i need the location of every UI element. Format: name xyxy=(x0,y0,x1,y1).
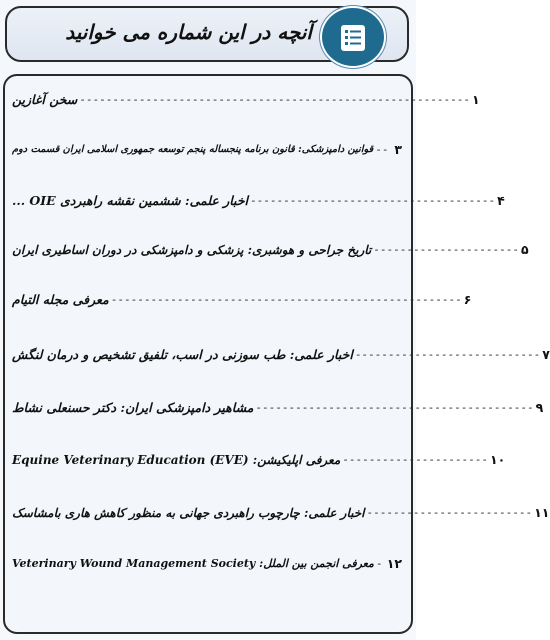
toc-page-number: ۶ xyxy=(463,292,472,307)
toc-leader-dashes: ------------------------------------- xyxy=(250,194,496,207)
toc-entry-title: سخن آغازین xyxy=(12,92,78,107)
toc-entry-opening-note[interactable] xyxy=(12,92,480,107)
header-icon-badge xyxy=(322,8,384,66)
toc-page-number: ۱۰ xyxy=(489,452,506,467)
toc-entry-rabies-framework[interactable] xyxy=(12,505,550,520)
toc-entry-title: تاریخ جراحی و هوشبری: پزشکی و دامپزشکی در دوران اساطیری ایران xyxy=(12,242,372,257)
toc-leader-dashes: ------------------------------------------ xyxy=(255,401,534,414)
toc-leader-dashes: ----------------------------------------------------- xyxy=(110,293,462,306)
toc-leader-dashes: ---------------------- xyxy=(342,453,488,466)
toc-leader-dashes: - xyxy=(375,557,383,570)
toc-entry-title: قوانین دامپزشکی: قانون برنامه پنجساله پنجم توسعه جمهوری اسلامی ایران قسمت دوم xyxy=(12,144,374,155)
toc-entry-title: اخبار علمی: طب سوزنی در اسب، تلفیق تشخیص و درمان لنگش xyxy=(12,347,353,362)
toc-entry-title: معرفی اپلیکیشن: Equine Veterinary Education (EVE) xyxy=(12,452,341,467)
toc-page-number: ۳ xyxy=(394,142,402,157)
toc-leader-dashes: ---------------------------- xyxy=(354,348,541,361)
toc-page-number: ۴ xyxy=(497,193,505,208)
toc-entry-title: مشاهیر دامپزشکی ایران: دکتر حسنعلی نشاط xyxy=(12,400,254,415)
page-title: آنچه در این شماره می خوانید xyxy=(65,20,312,44)
toc-page-number: ۹ xyxy=(535,400,544,415)
toc-entry-veterinary-law[interactable] xyxy=(12,142,402,157)
toc-entry-journal-intro[interactable] xyxy=(12,292,472,307)
toc-leader-dashes: -- xyxy=(375,143,389,156)
toc-page-number: ۱۱ xyxy=(534,505,550,520)
toc-entry-title: معرفی مجله التیام xyxy=(12,292,109,307)
toc-page-number: ۱۲ xyxy=(386,556,402,571)
toc-leader-dashes: ------------------------- xyxy=(366,506,533,519)
toc-entry-oie-roadmap[interactable] xyxy=(12,193,505,208)
toc-entry-acupuncture[interactable] xyxy=(12,347,550,362)
toc-entry-title: اخبار علمی: چارچوب راهبردی جهانی به منظور کاهش هاری بامشاسک xyxy=(12,505,365,520)
toc-page-number: ۱ xyxy=(472,92,480,107)
toc-leader-dashes: ----------------------------------------------------------- xyxy=(79,93,470,106)
toc-entry-surgery-history[interactable] xyxy=(12,242,529,257)
toc-entry-app-intro[interactable] xyxy=(12,452,506,467)
toc-entry-title: معرفی انجمن بین الملل: Veterinary Wound Management Society xyxy=(12,557,374,570)
document-list-icon xyxy=(340,24,366,52)
toc-entry-title: اخبار علمی: ششمین نقشه راهبردی OIE ... xyxy=(12,193,249,208)
toc-entry-famous-vets[interactable] xyxy=(12,400,544,415)
toc-page-number: ۷ xyxy=(542,347,550,362)
toc-leader-dashes: ---------------------- xyxy=(373,243,519,256)
toc-page-number: ۵ xyxy=(520,242,529,257)
toc-entry-society-intro[interactable] xyxy=(12,556,402,571)
